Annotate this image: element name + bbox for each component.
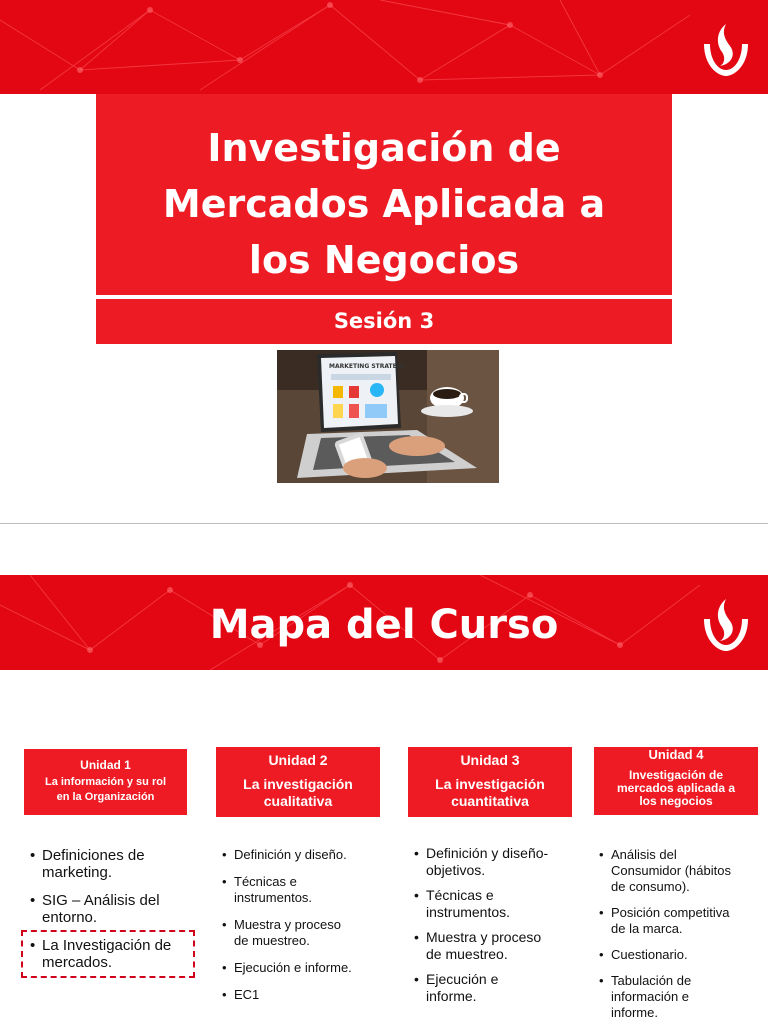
slide-course-map bbox=[0, 575, 768, 1024]
list-item: • Posición competitiva de la marca. bbox=[599, 905, 764, 937]
course-title: Investigación de Mercados Aplicada a los Negocios bbox=[162, 126, 606, 282]
list-item: • Definiciones de marketing. bbox=[30, 847, 200, 881]
unit-3-header bbox=[408, 747, 572, 817]
unit-description: La información y su rol en la Organización bbox=[44, 776, 167, 803]
svg-text:MARKETING STRATEGY: MARKETING STRATEGY bbox=[329, 363, 406, 370]
unit-name: Unidad 1 bbox=[80, 758, 131, 772]
list-item: • SIG – Análisis del entorno. bbox=[30, 892, 200, 926]
list-item: • EC1 bbox=[222, 987, 392, 1003]
unit-2-topics bbox=[222, 847, 392, 1003]
unit-description: La investigación cualitativa bbox=[243, 776, 353, 809]
unit-name: Unidad 2 bbox=[268, 752, 328, 768]
list-item: • Técnicas e instrumentos. bbox=[222, 874, 392, 906]
laptop-marketing-photo bbox=[277, 350, 499, 483]
course-title-box bbox=[96, 94, 672, 295]
network-pattern bbox=[0, 0, 768, 94]
unit-description: La investigación cuantitativa bbox=[435, 776, 545, 809]
list-item: • Ejecución e informe. bbox=[222, 960, 392, 976]
unit-name: Unidad 4 bbox=[648, 747, 704, 762]
list-item: • La Investigación de mercados. bbox=[30, 937, 200, 971]
session-label: Sesión 3 bbox=[333, 309, 435, 333]
list-item: • Muestra y proceso de muestreo. bbox=[222, 917, 392, 949]
map-title: Mapa del Curso bbox=[209, 602, 559, 648]
header-band bbox=[0, 575, 768, 670]
list-item: • Definición y diseño- objetivos. bbox=[414, 845, 584, 879]
list-item: • Tabulación de información e informe. bbox=[599, 973, 764, 1021]
unit-name: Unidad 3 bbox=[460, 752, 520, 768]
unit-4-header bbox=[594, 747, 758, 815]
unit-4-topics bbox=[599, 847, 764, 1021]
upc-logo-icon bbox=[696, 20, 756, 80]
list-item: • Cuestionario. bbox=[599, 947, 764, 963]
list-item: • Muestra y proceso de muestreo. bbox=[414, 929, 584, 963]
highlight-current-topic bbox=[21, 930, 195, 978]
unit-2-header bbox=[216, 747, 380, 817]
list-item: • Ejecución e informe. bbox=[414, 971, 584, 1005]
list-item: • Definición y diseño. bbox=[222, 847, 392, 863]
slide-divider bbox=[0, 523, 768, 524]
list-item: • Técnicas e instrumentos. bbox=[414, 887, 584, 921]
unit-3-topics bbox=[414, 845, 584, 1005]
upc-logo-icon bbox=[696, 595, 756, 655]
unit-description: Investigación de mercados aplicada a los negocios bbox=[616, 768, 736, 808]
unit-1-header bbox=[24, 749, 187, 815]
session-box bbox=[96, 299, 672, 344]
header-band bbox=[0, 0, 768, 94]
list-item: • Análisis del Consumidor (hábitos de consumo). bbox=[599, 847, 764, 895]
